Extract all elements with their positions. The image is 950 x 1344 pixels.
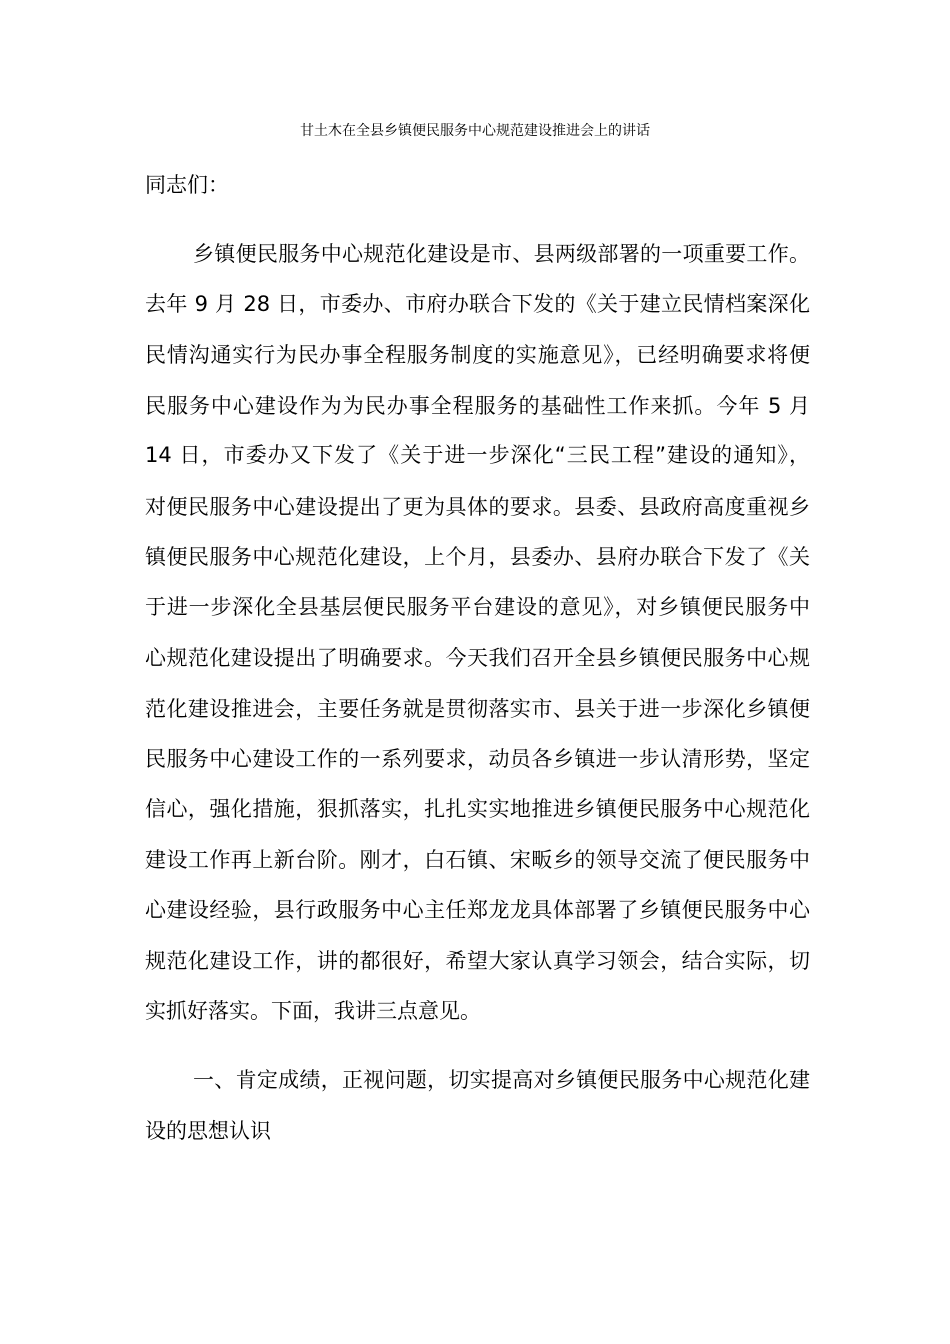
paragraph-line: 镇便民服务中心规范化建设，上个月，县委办、县府办联合下发了《关	[145, 545, 810, 569]
heading-line: 一、肯定成绩，正视问题，切实提高对乡镇便民服务中心规范化建	[193, 1068, 810, 1092]
paragraph-line: 对便民服务中心建设提出了更为具体的要求。县委、县政府高度重视乡	[145, 495, 810, 519]
paragraph-line: 民服务中心建设作为为民办事全程服务的基础性工作来抓。今年 5 月	[145, 394, 810, 418]
paragraph-line: 民服务中心建设工作的一系列要求，动员各乡镇进一步认清形势，坚定	[145, 747, 810, 771]
paragraph-line: 心规范化建设提出了明确要求。今天我们召开全县乡镇便民服务中心规	[145, 646, 810, 670]
paragraph-line: 规范化建设工作，讲的都很好，希望大家认真学习领会，结合实际，切	[145, 949, 810, 973]
salutation: 同志们：	[145, 173, 229, 197]
heading-line: 设的思想认识	[145, 1119, 271, 1143]
paragraph-line: 乡镇便民服务中心规范化建设是市、县两级部署的一项重要工作。	[193, 242, 810, 266]
paragraph-line: 14 日，市委办又下发了《关于进一步深化“三民工程”建设的通知》，	[145, 443, 810, 467]
paragraph-line: 去年 9 月 28 日，市委办、市府办联合下发的《关于建立民情档案深化	[145, 292, 810, 316]
paragraph-line: 于进一步深化全县基层便民服务平台建设的意见》，对乡镇便民服务中	[145, 595, 810, 619]
paragraph-line: 建设工作再上新台阶。刚才，白石镇、宋畈乡的领导交流了便民服务中	[145, 848, 810, 872]
paragraph-line: 实抓好落实。下面，我讲三点意见。	[145, 999, 481, 1023]
document-title: 甘土木在全县乡镇便民服务中心规范建设推进会上的讲话	[300, 123, 650, 139]
paragraph-line: 民情沟通实行为民办事全程服务制度的实施意见》，已经明确要求将便	[145, 343, 810, 367]
paragraph-line: 心建设经验，县行政服务中心主任郑龙龙具体部署了乡镇便民服务中心	[145, 898, 810, 922]
paragraph-line: 信心，强化措施，狠抓落实，扎扎实实地推进乡镇便民服务中心规范化	[145, 797, 810, 821]
paragraph-line: 范化建设推进会，主要任务就是贯彻落实市、县关于进一步深化乡镇便	[145, 697, 810, 721]
